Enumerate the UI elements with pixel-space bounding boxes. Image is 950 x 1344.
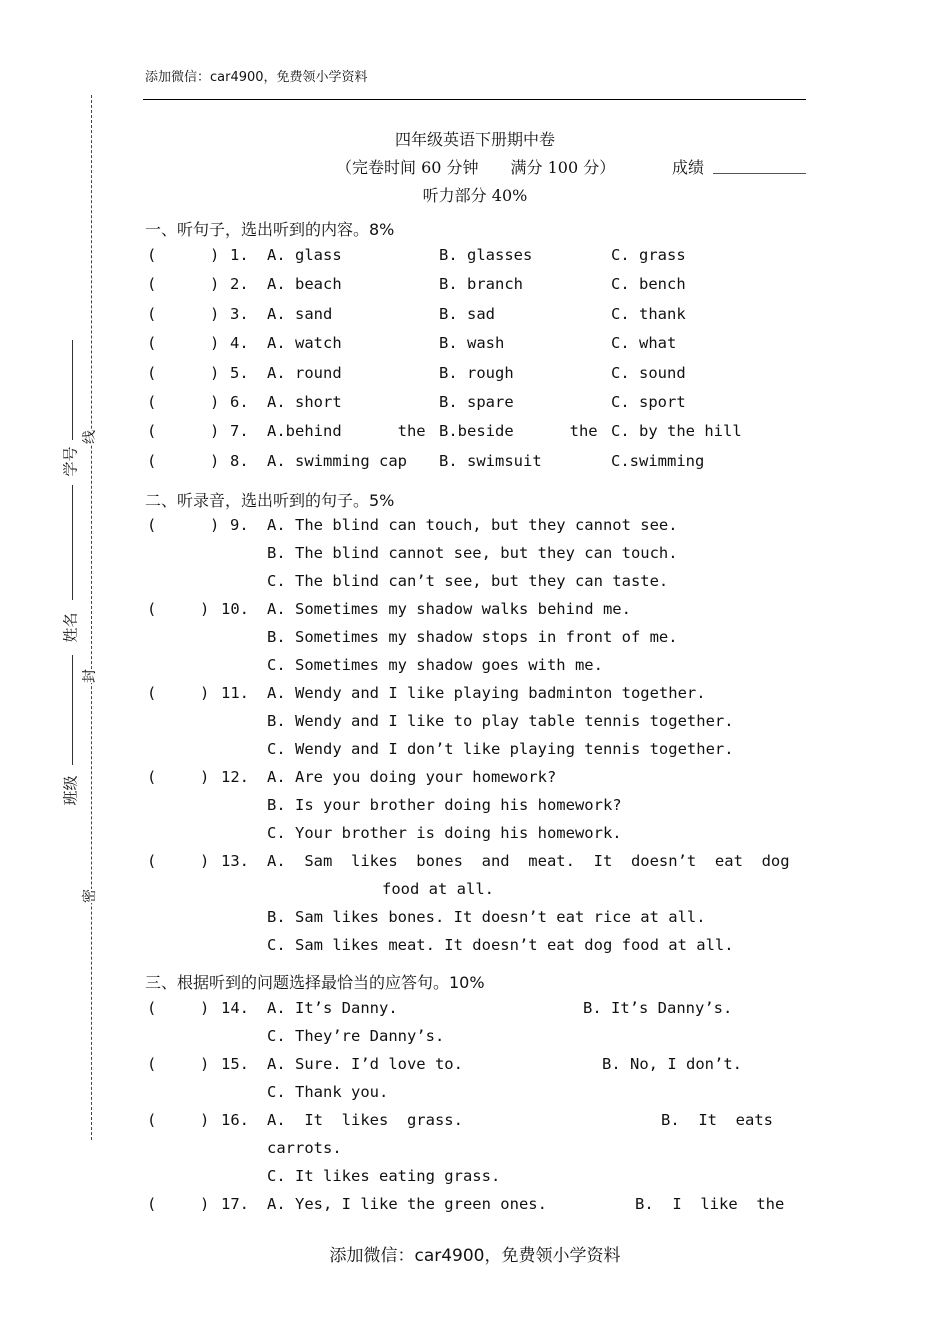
- paren-close: ): [200, 1111, 210, 1129]
- paren-close: ): [210, 334, 220, 352]
- option-b: B. wash: [439, 334, 505, 352]
- banji-label: 班级: [61, 775, 80, 806]
- option-a: A. Are you doing your homework?: [267, 768, 557, 786]
- section1-heading: 一、听句子，选出听到的内容。8%: [145, 220, 395, 239]
- paren-open: (: [147, 393, 157, 411]
- question-number: 7.: [230, 422, 249, 440]
- xuehao-label: 学号: [61, 446, 80, 477]
- option-a: A. watch: [267, 334, 342, 352]
- banji-line: [72, 655, 73, 765]
- option-b: B. It eats: [661, 1111, 773, 1129]
- question-number: 3.: [230, 305, 249, 323]
- question-number: 4.: [230, 334, 249, 352]
- paren-open: (: [147, 334, 157, 352]
- option-c: C. thank: [611, 305, 686, 323]
- option-a: A. swimming cap: [267, 452, 407, 470]
- paren-close: ): [210, 516, 220, 534]
- paren-open: (: [147, 452, 157, 470]
- score-label: 成绩: [672, 158, 705, 177]
- option-a: A. Sometimes my shadow walks behind me.: [267, 600, 631, 618]
- question-number: 13.: [221, 852, 249, 870]
- option-a: A. short: [267, 393, 342, 411]
- question-number: 14.: [221, 999, 249, 1017]
- option-a-continued: food at all.: [382, 880, 494, 898]
- question-number: 6.: [230, 393, 249, 411]
- question-number: 15.: [221, 1055, 249, 1073]
- option-b: B. No, I don’t.: [602, 1055, 742, 1073]
- option-a: A. round: [267, 364, 342, 382]
- binding-mi: 密: [77, 889, 101, 903]
- paren-open: (: [147, 1055, 157, 1073]
- option-b: B.beside the: [439, 422, 598, 440]
- option-c: C. sport: [611, 393, 686, 411]
- question-number: 9.: [230, 516, 249, 534]
- option-a: A. beach: [267, 275, 342, 293]
- binding-feng: 封: [77, 669, 101, 683]
- option-a: A. Sam likes bones and meat. It doesn’t eat dog: [267, 852, 790, 870]
- option-b: B. I like the: [635, 1195, 785, 1213]
- option-c: C. by the hill: [611, 422, 742, 440]
- footer-watermark: 添加微信：car4900，免费领小学资料: [329, 1246, 621, 1266]
- header-watermark: 添加微信：car4900，免费领小学资料: [145, 70, 368, 85]
- option-b: B. swimsuit: [439, 452, 542, 470]
- paren-open: (: [147, 684, 157, 702]
- option-b: B. Sometimes my shadow stops in front of me.: [267, 628, 678, 646]
- question-number: 16.: [221, 1111, 249, 1129]
- option-c: C. what: [611, 334, 677, 352]
- option-a: A. It likes grass.: [267, 1111, 463, 1129]
- question-number: 11.: [221, 684, 249, 702]
- paren-open: (: [147, 768, 157, 786]
- option-b: B. glasses: [439, 246, 533, 264]
- paren-close: ): [200, 1195, 210, 1213]
- paren-close: ): [210, 246, 220, 264]
- option-b: B. Wendy and I like to play table tennis together.: [267, 712, 734, 730]
- section2-heading: 二、听录音，选出听到的句子。5%: [145, 491, 395, 510]
- option-c: C. Sometimes my shadow goes with me.: [267, 656, 603, 674]
- paren-open: (: [147, 246, 157, 264]
- option-b: B. The blind cannot see, but they can touch.: [267, 544, 678, 562]
- page-title: 四年级英语下册期中卷: [394, 130, 555, 149]
- option-b: B. Sam likes bones. It doesn’t eat rice at all.: [267, 908, 706, 926]
- option-a: A. glass: [267, 246, 342, 264]
- option-c: C. Your brother is doing his homework.: [267, 824, 622, 842]
- paren-close: ): [200, 852, 210, 870]
- exam-subtitle: （完卷时间 60 分钟 满分 100 分）: [336, 158, 616, 177]
- option-a: A.behind the: [267, 422, 426, 440]
- binding-dashed-line: [91, 95, 92, 1140]
- option-a: A. sand: [267, 305, 333, 323]
- option-a: A. It’s Danny.: [267, 999, 398, 1017]
- question-number: 12.: [221, 768, 249, 786]
- question-number: 17.: [221, 1195, 249, 1213]
- option-b: B. sad: [439, 305, 495, 323]
- option-c: C. It likes eating grass.: [267, 1167, 501, 1185]
- paren-close: ): [210, 393, 220, 411]
- question-number: 5.: [230, 364, 249, 382]
- option-b: B. Is your brother doing his homework?: [267, 796, 622, 814]
- option-a: A. Yes, I like the green ones.: [267, 1195, 547, 1213]
- paren-open: (: [147, 1195, 157, 1213]
- header-rule: [143, 99, 806, 100]
- option-b: B. rough: [439, 364, 514, 382]
- option-b: B. spare: [439, 393, 514, 411]
- paren-open: (: [147, 364, 157, 382]
- paren-close: ): [200, 600, 210, 618]
- option-c: C. Thank you.: [267, 1083, 389, 1101]
- paren-close: ): [210, 305, 220, 323]
- option-a: A. Sure. I’d love to.: [267, 1055, 463, 1073]
- option-c: C. sound: [611, 364, 686, 382]
- option-a: A. Wendy and I like playing badminton together.: [267, 684, 706, 702]
- paren-open: (: [147, 852, 157, 870]
- option-c: C. They’re Danny’s.: [267, 1027, 445, 1045]
- paren-open: (: [147, 1111, 157, 1129]
- paren-close: ): [200, 684, 210, 702]
- paren-open: (: [147, 422, 157, 440]
- question-number: 8.: [230, 452, 249, 470]
- option-b: B. branch: [439, 275, 523, 293]
- paren-close: ): [210, 275, 220, 293]
- binding-xian: 线: [77, 430, 101, 444]
- paren-close: ): [200, 999, 210, 1017]
- paren-open: (: [147, 999, 157, 1017]
- option-c: C. The blind can’t see, but they can taste.: [267, 572, 669, 590]
- option-c: C. grass: [611, 246, 686, 264]
- option-c: C. Wendy and I don’t like playing tennis together.: [267, 740, 734, 758]
- option-c: C.swimming: [611, 452, 705, 470]
- paren-close: ): [200, 768, 210, 786]
- question-number: 2.: [230, 275, 249, 293]
- option-b: B. It’s Danny’s.: [583, 999, 733, 1017]
- question-number: 10.: [221, 600, 249, 618]
- xuehao-line: [72, 340, 73, 440]
- paren-open: (: [147, 516, 157, 534]
- paren-open: (: [147, 305, 157, 323]
- score-blank: [713, 173, 806, 174]
- option-c: C. bench: [611, 275, 686, 293]
- paren-open: (: [147, 600, 157, 618]
- paren-close: ): [210, 422, 220, 440]
- xingming-line: [72, 485, 73, 600]
- section3-heading: 三、根据听到的问题选择最恰当的应答句。10%: [145, 973, 485, 992]
- paren-close: ): [210, 452, 220, 470]
- option-c: C. Sam likes meat. It doesn’t eat dog food at all.: [267, 936, 734, 954]
- option-a: A. The blind can touch, but they cannot see.: [267, 516, 678, 534]
- option-b-continued: carrots.: [267, 1139, 342, 1157]
- paren-close: ): [200, 1055, 210, 1073]
- listening-label: 听力部分 40%: [422, 186, 528, 205]
- paren-open: (: [147, 275, 157, 293]
- question-number: 1.: [230, 246, 249, 264]
- xingming-label: 姓名: [61, 612, 80, 643]
- paren-close: ): [210, 364, 220, 382]
